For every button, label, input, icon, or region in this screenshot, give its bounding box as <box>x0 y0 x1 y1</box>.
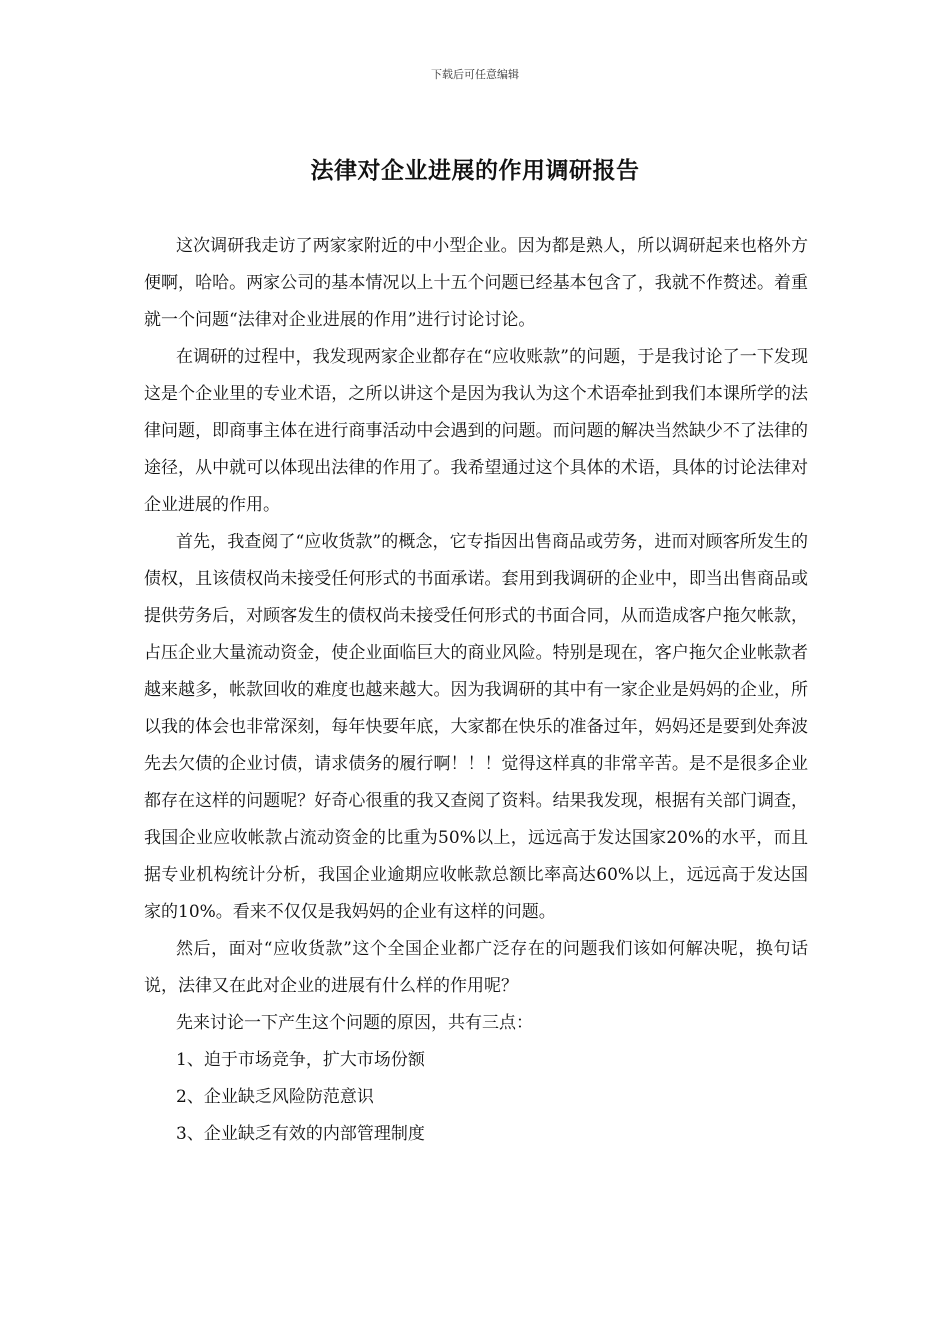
header-note: 下载后可任意编辑 <box>431 68 519 81</box>
document-body <box>144 228 808 1153</box>
paragraph-solution-question: 然后，面对“应收货款”这个全国企业都广泛存在的问题我们该如何解决呢，换句话说，法律又在此对企业的进展有什么样的作用呢？ <box>144 939 808 996</box>
paragraph-intro: 这次调研我走访了两家家附近的中小型企业。因为都是熟人，所以调研起来也格外方便啊，哈哈。两家公司的基本情况以上十五个问题已经基本包含了，我就不作赘述。着重就一个问题“法律对企业进展的作用”进行讨论讨论。 <box>144 236 808 330</box>
paragraph-receivables-issue: 在调研的过程中，我发现两家企业都存在“应收账款”的问题，于是我讨论了一下发现这是个企业里的专业术语，之所以讲这个是因为我认为这个术语牵扯到我们本课所学的法律问题，即商事主体在进行商事活动中会遇到的问题。而问题的解决当然缺少不了法律的途径，从中就可以体现出法律的作用了。我希望通过这个具体的术语，具体的讨论法律对企业进展的作用。 <box>144 347 808 515</box>
paragraph-causes-intro: 先来讨论一下产生这个问题的原因，共有三点： <box>176 1013 533 1033</box>
list-item-cause-2: 2、企业缺乏风险防范意识 <box>176 1087 374 1107</box>
document-title: 法律对企业进展的作用调研报告 <box>310 157 640 184</box>
list-item-cause-1: 1、迫于市场竞争，扩大市场份额 <box>176 1050 425 1070</box>
paragraph-receivables-concept: 首先，我查阅了“应收货款”的概念，它专指因出售商品或劳务，进而对顾客所发生的债权，且该债权尚未接受任何形式的书面承诺。套用到我调研的企业中，即当出售商品或提供劳务后，对顾客发生的债权尚未接受任何形式的书面合同，从而造成客户拖欠帐款，占压企业大量流动资金，使企业面临巨大的商业风险。特别是现在，客户拖欠企业帐款者越来越多，帐款回收的难度也越来越大。因为我调研的其中有一家企业是妈妈的企业，所以我的体会也非常深刻，每年快要年底，大家都在快乐的准备过年，妈妈还是要到处奔波先去欠债的企业讨债，请求债务的履行啊！！！觉得这样真的非常辛苦。是不是很多企业都存在这样的问题呢？好奇心很重的我又查阅了资料。结果我发现，根据有关部门调查，我国企业应收帐款占流动资金的比重为50%以上，远远高于发达国家20%的水平，而且据专业机构统计分析，我国企业逾期应收帐款总额比率高达60%以上，远远高于发达国家的10%。看来不仅仅是我妈妈的企业有这样的问题。 <box>144 532 808 922</box>
list-item-cause-3: 3、企业缺乏有效的内部管理制度 <box>176 1124 425 1144</box>
